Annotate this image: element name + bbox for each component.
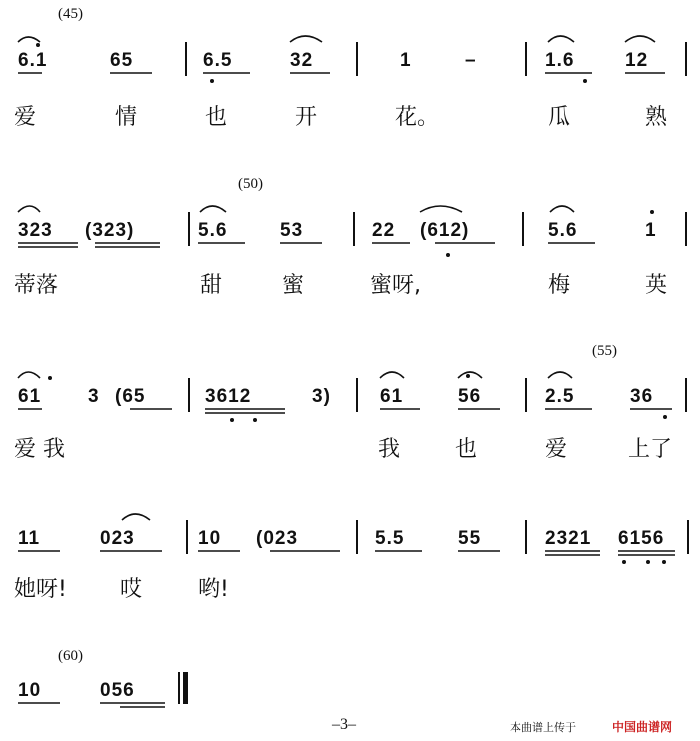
note-group: 1.6 <box>545 50 575 71</box>
slur <box>380 372 404 378</box>
note-group: 3612 <box>205 386 252 407</box>
site-logo: 中国曲谱网 <box>612 720 673 734</box>
note-group: (323) <box>85 220 135 241</box>
lyric: 花。 <box>395 105 440 130</box>
slur <box>122 514 150 520</box>
lyric: 也 <box>455 437 478 462</box>
note-group: 056 <box>100 680 135 701</box>
lyric: 哎 <box>120 577 143 602</box>
upload-note: 本曲谱上传于 <box>510 721 576 734</box>
slur <box>548 372 572 378</box>
note-group: 5.5 <box>375 528 405 549</box>
note-group: 22 <box>372 220 396 241</box>
note-group: 323 <box>18 220 53 241</box>
note-group: 6.5 <box>203 50 233 71</box>
lyric: 蒂落 <box>14 273 59 298</box>
page-number: –3– <box>332 716 356 733</box>
lyric: 爱 我 <box>14 437 65 462</box>
lyric: 甜 <box>200 273 223 298</box>
note-group: 6.1 <box>18 50 48 71</box>
note-group: 3 <box>88 386 100 407</box>
lyric: 我 <box>378 437 401 462</box>
slur <box>625 36 655 42</box>
slur <box>18 372 40 378</box>
note-group: 65 <box>110 50 134 71</box>
note-group: 1 <box>645 220 657 241</box>
lyric: 哟! <box>198 577 229 602</box>
note-group: 61 <box>380 386 404 407</box>
note-group: 12 <box>625 50 649 71</box>
note-group: 55 <box>458 528 482 549</box>
note-group: 53 <box>280 220 304 241</box>
slur <box>200 206 226 212</box>
measure-number-55: (55) <box>592 343 617 359</box>
lyric: 爱 <box>14 105 37 130</box>
note-group: (023 <box>256 528 299 549</box>
note-group: (612) <box>420 220 470 241</box>
note-group: 11 <box>18 528 41 549</box>
lyric: 瓜 <box>548 105 571 130</box>
note-group: 3) <box>312 386 331 407</box>
lyric: 上了 <box>628 437 673 462</box>
note-group: 36 <box>630 386 654 407</box>
lyric: 梅 <box>548 273 571 298</box>
note-group: 2.5 <box>545 386 575 407</box>
note-group: 10 <box>198 528 222 549</box>
slur <box>550 206 574 212</box>
note-group: 56 <box>458 386 482 407</box>
note-group: 32 <box>290 50 314 71</box>
note-group: 10 <box>18 680 42 701</box>
lyric: 开 <box>295 105 318 130</box>
note-group: (65 <box>115 386 146 407</box>
lyric: 熟 <box>645 105 668 130</box>
slur <box>458 372 482 378</box>
lyric: 爱 <box>545 437 568 462</box>
slur <box>18 37 40 42</box>
note-group: 6156 <box>618 528 665 549</box>
slur <box>18 206 40 212</box>
note-group: 5.6 <box>198 220 228 241</box>
slur <box>290 36 322 42</box>
note-group: 023 <box>100 528 135 549</box>
lyric: 她呀! <box>14 577 67 602</box>
dash: – <box>465 50 477 71</box>
note-group: 2321 <box>545 528 592 549</box>
measure-number-60: (60) <box>58 648 83 664</box>
note-group: 61 <box>18 386 42 407</box>
slur <box>420 206 462 212</box>
lyric: 情 <box>115 105 138 130</box>
measure-number-45: (45) <box>58 6 83 22</box>
measure-number-50: (50) <box>238 176 263 192</box>
lyric: 蜜 <box>282 273 305 298</box>
slur <box>548 36 574 42</box>
lyric: 蜜呀, <box>370 273 421 298</box>
lyric: 英 <box>645 273 668 298</box>
lyric: 也 <box>205 105 228 130</box>
note-group: 5.6 <box>548 220 578 241</box>
note-group: 1 <box>400 50 412 71</box>
